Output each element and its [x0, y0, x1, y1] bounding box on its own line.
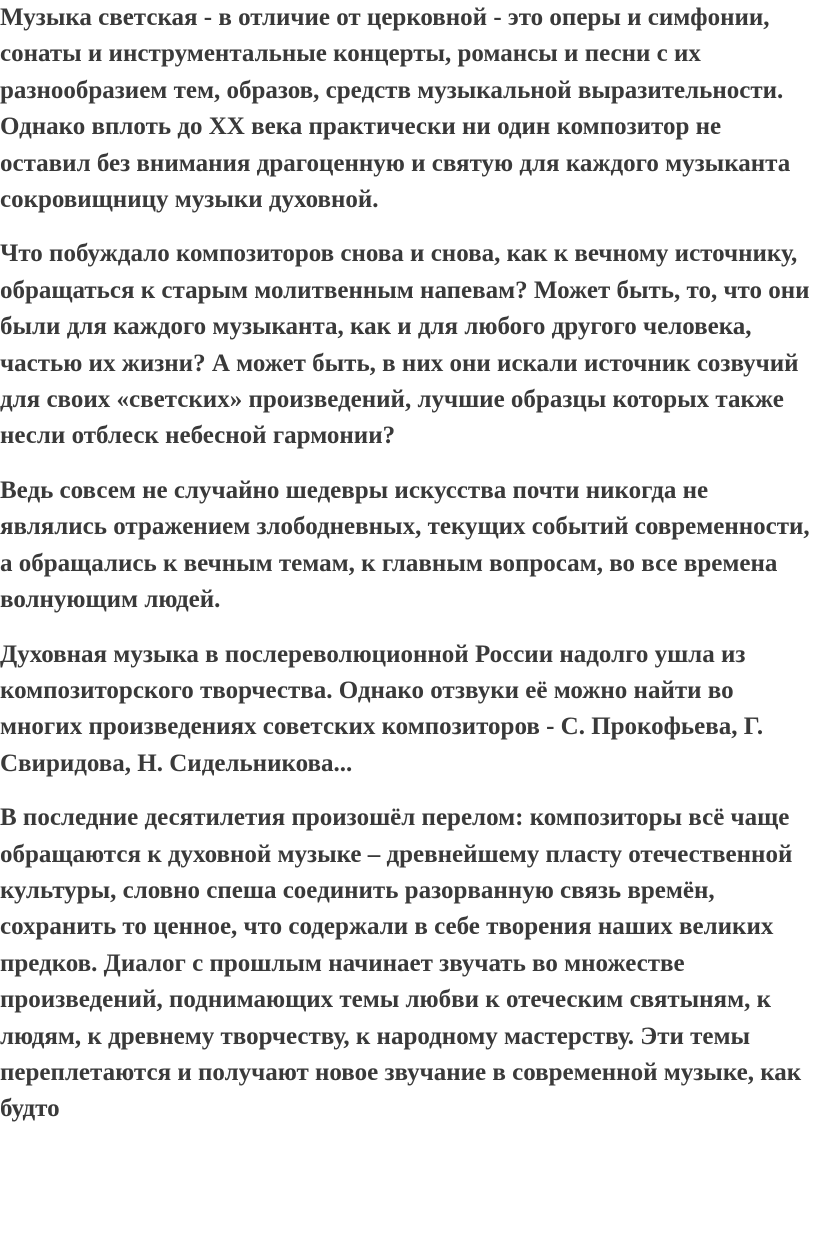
paragraph-recent-decades: В последние десятилетия произошёл перелом: композиторы всё чаще обращаются к духовной музыке – древнейшему пласту отечественной культуры, словно спеша соединить разорванную связь времён, сохранить то ценное, что содержали в себе творения наших великих предков. Диалог с прошлым начинает звучать во множестве произведений, поднимающих темы любви к отеческим святыням, к людям, к древнему творчеству, к народному мастерству. Эти темы переплетаются и получают новое звучание в современной музыке, как будто: [0, 804, 802, 1123]
paragraph-composers-question: Что побуждало композиторов снова и снова, как к вечному источнику, обращаться к старым молитвенным напевам? Может быть, то, что они были для каждого музыканта, как и для любого другого человека, частью их жизни? А может быть, в них они искали источник созвучий для своих «светских» произведений, лучшие образцы которых также несли отблеск небесной гармонии?: [0, 240, 810, 450]
paragraph-post-revolution: Духовная музыка в послереволюционной России надолго ушла из композиторского творчества. Однако отзвуки её можно найти во многих произведениях советских композиторов - С. Прокофьева, Г. Свиридова, Н. Сидельникова...: [0, 640, 764, 777]
paragraph-secular-music: Музыка светская - в отличие от церковной - это оперы и симфонии, сонаты и инструментальные концерты, романсы и песни с их разнообразием тем, образов, средств музыкальной выразительности. Однако вплоть до XX века практически ни один композитор не оставил без внимания драгоценную и святую для каждого музыканта сокровищницу музыки духовной.: [0, 4, 791, 214]
paragraph-eternal-themes: Ведь совсем не случайно шедевры искусства почти никогда не являлись отражением злободневных, текущих событий современности, а обращались к вечным темам, к главным вопросам, во все времена волнующим людей.: [0, 476, 810, 614]
